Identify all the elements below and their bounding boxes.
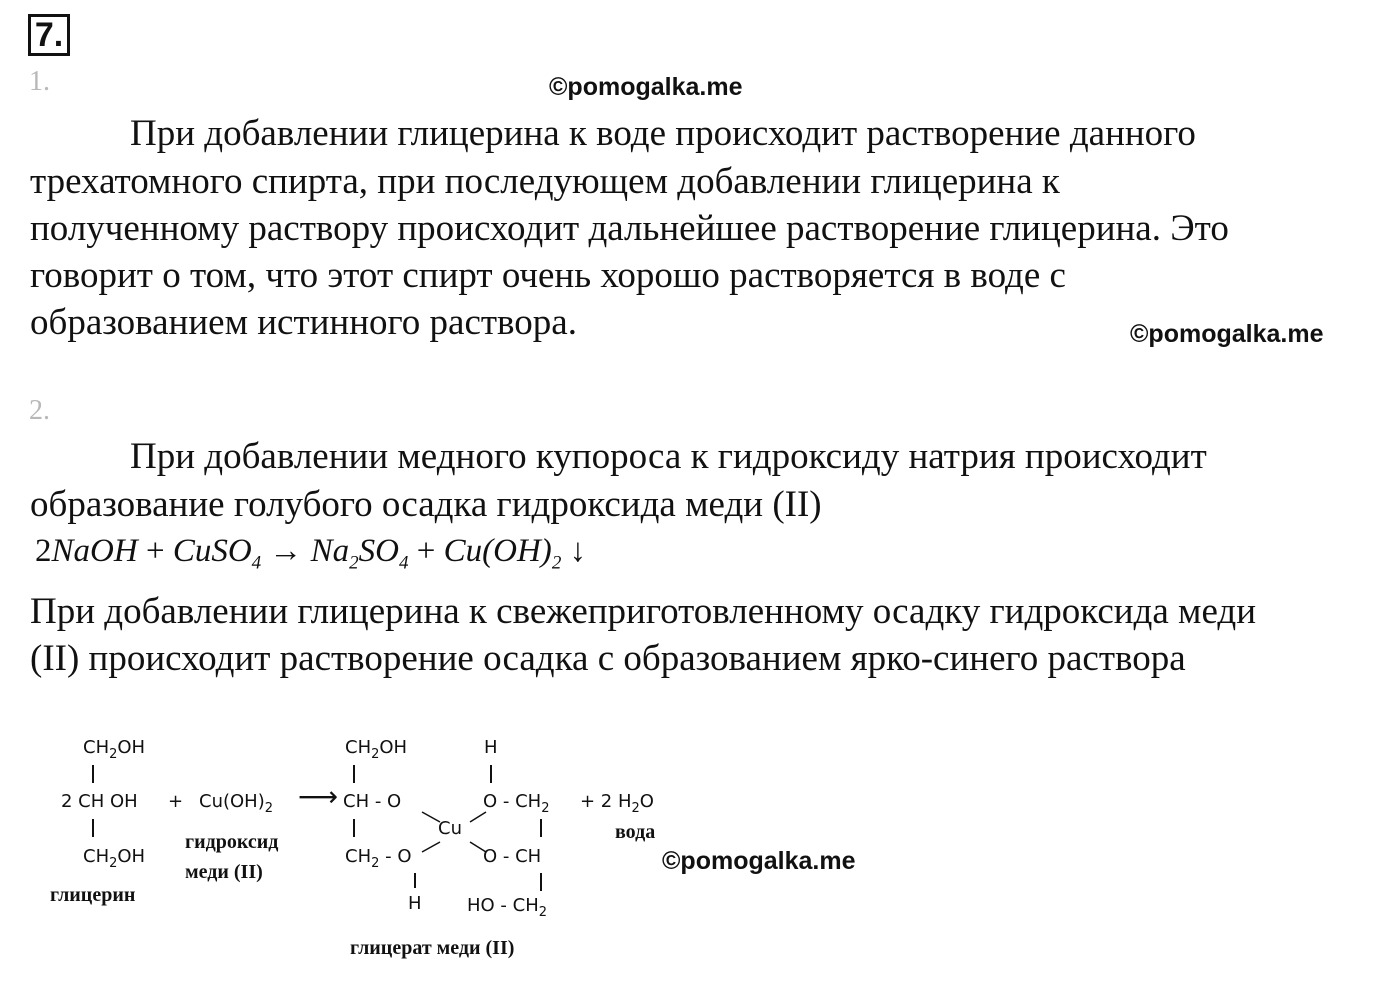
glycerin-ch2oh-top: $CH_2OH$: [83, 737, 146, 762]
copper-center: Cu: [438, 818, 462, 839]
bond-line: [92, 819, 94, 837]
glycerate-h-bottom: H: [408, 893, 422, 914]
section-2-number: 2.: [29, 395, 50, 426]
bond-line: [414, 873, 416, 888]
caption-glycerate: глицерат меди (II): [350, 937, 515, 959]
section-1-line-3: полученному раствору происходит дальнейшее растворение глицерина. Это: [30, 208, 1229, 249]
watermark-top: ©pomogalka.me: [549, 73, 743, 101]
glycerate-o-ch: O - CH: [483, 846, 542, 867]
section-2-line-1: При добавлении медного купороса к гидроксиду натрия происходит: [130, 436, 1207, 477]
glycerate-o-ch2: O - $CH_2$: [483, 791, 550, 816]
water-product: + 2 $H_2O$: [580, 791, 654, 816]
glycerin-ch-oh: 2 CH OH: [61, 791, 138, 812]
section-2-line-3: При добавлении глицерина к свежеприготовленному осадку гидроксида меди: [30, 591, 1257, 632]
section-1-line-2: трехатомного спирта, при последующем добавлении глицерина к: [30, 161, 1060, 202]
glycerate-ch2-o: $CH_2$ - O: [345, 846, 412, 871]
problem-number-box: 7.: [28, 14, 70, 56]
caption-hydroxide-2: меди (II): [185, 861, 263, 883]
section-1-number: 1.: [29, 66, 50, 97]
bond-line: [540, 873, 542, 891]
glycerin-ch2oh-bottom: $CH_2OH$: [83, 846, 146, 871]
bond-line: [490, 765, 492, 783]
plus-sign: +: [168, 791, 184, 812]
copper-hydroxide-formula: $Cu(OH)_2$: [199, 791, 274, 816]
section-1-line-5: образованием истинного раствора.: [30, 302, 577, 343]
glycerate-ch2oh: $CH_2OH$: [345, 737, 408, 762]
bond-line: [353, 819, 355, 837]
caption-hydroxide-1: гидроксид: [185, 831, 279, 853]
bond-line: [540, 819, 542, 837]
caption-glycerin: глицерин: [50, 884, 136, 906]
section-2-line-4: (II) происходит растворение осадка с образованием ярко-синего раствора: [30, 638, 1186, 679]
section-1-line-1: При добавлении глицерина к воде происходит растворение данного: [130, 113, 1196, 154]
watermark-middle: ©pomogalka.me: [1130, 320, 1324, 348]
glycerate-ch-o: CH - O: [343, 791, 402, 812]
reaction-arrow: ⟶: [298, 780, 339, 813]
section-1-line-4: говорит о том, что этот спирт очень хорошо растворяется в воде с: [30, 255, 1066, 296]
section-2-line-2: образование голубого осадка гидроксида меди (II): [30, 484, 822, 525]
caption-water: вода: [615, 821, 656, 843]
glycerate-h-top: H: [484, 737, 498, 758]
watermark-bottom: ©pomogalka.me: [662, 847, 856, 875]
reaction-equation: 2NaOH + CuSO$_4$ → $Na_2SO_4 + Cu(OH)_2$ ↓: [35, 533, 587, 574]
bond-line: [353, 765, 355, 783]
bond-line: [92, 765, 94, 783]
glycerate-ho-ch2: HO - $CH_2$: [467, 895, 548, 920]
